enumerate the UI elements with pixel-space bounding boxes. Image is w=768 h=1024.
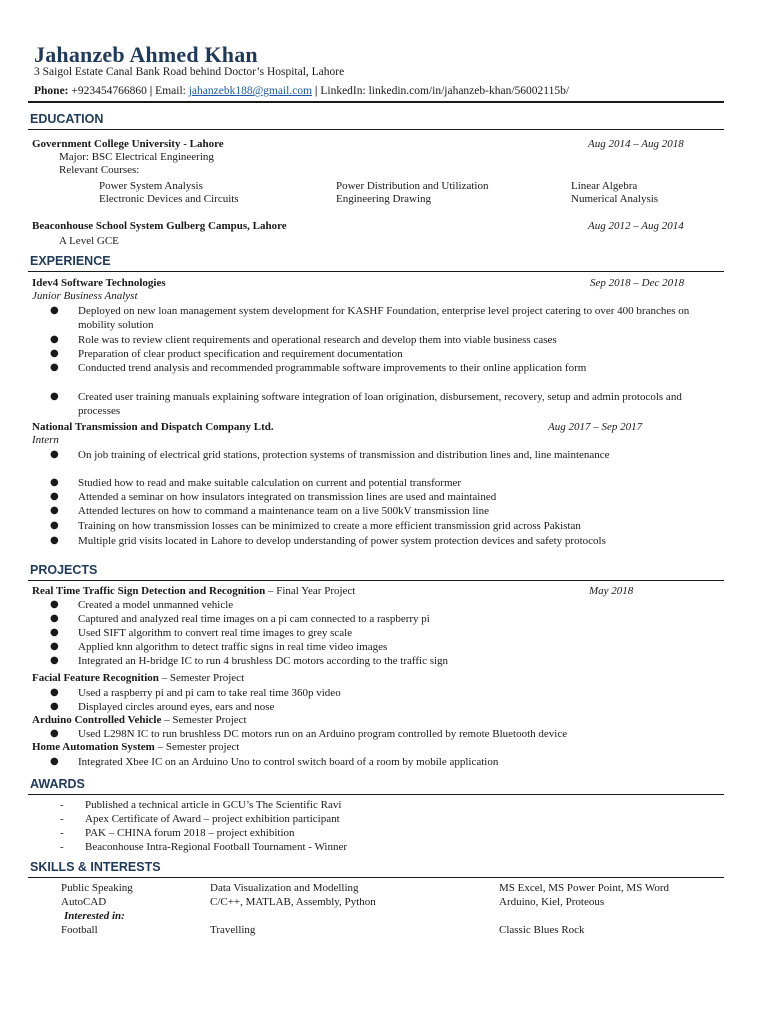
job-bullet: Role was to review client requirements and operational research and develop them into viable business cases [78,334,557,346]
job-date: Aug 2017 – Sep 2017 [548,421,643,433]
job-date: Sep 2018 – Dec 2018 [590,277,685,289]
job-bullet: On job training of electrical grid stations, protection systems of transmission and distribution lines and, line maintenance [78,449,610,461]
project-bullet: Used SIFT algorithm to convert real time images to grey scale [78,627,353,639]
course-item: Engineering Drawing [336,193,431,205]
section-title-education: EDUCATION [30,112,104,126]
bullet-icon: ● [50,613,59,624]
bullet-icon: ● [50,449,59,460]
award-item: Beaconhouse Intra-Regional Football Tournament - Winner [85,841,348,853]
dash-marker: - [60,827,64,839]
project-date: May 2018 [589,585,634,597]
bullet-icon: ● [50,627,59,638]
bullet-icon: ● [50,599,59,610]
project-name: Arduino Controlled Vehicle [32,714,162,726]
bullet-icon: ● [50,477,59,488]
company-name: National Transmission and Dispatch Company Ltd. [32,421,274,433]
separator: | [314,85,318,97]
company-name: Idev4 Software Technologies [32,277,166,289]
section-divider [28,580,724,581]
section-title-projects: PROJECTS [30,563,98,577]
bullet-icon: ● [50,655,59,666]
bullet-icon: ● [50,520,59,531]
bullet-icon: ● [50,701,59,712]
course-item: Numerical Analysis [571,193,659,205]
course-item: Power System Analysis [99,180,203,192]
dash-marker: - [60,813,64,825]
contact-line [34,85,569,97]
bullet-icon: ● [50,491,59,502]
skill-item: C/C++, MATLAB, Assembly, Python [210,896,376,908]
job-bullet: Conducted trend analysis and recommended programmable software improvements to their online application form [78,362,587,374]
section-divider [28,794,724,795]
bullet-icon: ● [50,687,59,698]
award-item: Published a technical article in GCU’s The Scientific Ravi [85,799,342,811]
bullet-icon: ● [50,505,59,516]
project-heading [32,672,244,685]
job-bullet: Studied how to read and make suitable calculation on current and potential transformer [78,477,462,489]
interest-item: Travelling [210,924,256,936]
major: Major: BSC Electrical Engineering [59,151,214,163]
project-bullet: Used L298N IC to run brushless DC motors run on an Arduino program controlled by remote Bluetooth device [78,728,568,740]
section-title-awards: AWARDS [30,777,85,791]
address: 3 Saigol Estate Canal Bank Road behind Doctor’s Hospital, Lahore [34,66,345,78]
section-divider [28,129,724,130]
course-item: Electronic Devices and Circuits [99,193,239,205]
candidate-name: Jahanzeb Ahmed Khan [34,42,258,67]
project-bullet: Integrated an H-bridge IC to run 4 brushless DC motors according to the traffic sign [78,655,449,667]
project-bullet: Captured and analyzed real time images on a pi cam connected to a raspberry pi [78,613,430,625]
project-bullet: Displayed circles around eyes, ears and nose [78,701,275,713]
education-date: Aug 2014 – Aug 2018 [588,138,684,150]
phone-label: Phone: [34,85,69,97]
bullet-icon: ● [50,334,59,345]
school-name: Government College University - Lahore [32,138,224,150]
bullet-icon: ● [50,756,59,767]
job-bullet: Created user training manuals explaining software integration of loan origination, disbursement, recovery, setup and admin protocols and processes [78,391,682,417]
project-name: Facial Feature Recognition [32,672,159,684]
section-title-experience: EXPERIENCE [30,254,111,268]
project-heading [32,741,239,754]
skill-item: Data Visualization and Modelling [210,882,359,894]
email-link[interactable]: jahanzebk188@gmail.com [188,85,313,97]
skill-item: MS Excel, MS Power Point, MS Word [499,882,670,894]
email-label: Email: [155,85,186,97]
project-type: – Semester Project [161,714,247,726]
bullet-icon: ● [50,728,59,739]
job-bullet: Training on how transmission losses can be minimized to create a more efficient transmission grid across Pakistan [78,520,581,532]
award-item: Apex Certificate of Award – project exhibition participant [85,813,340,825]
interest-item: Football [61,924,98,936]
project-bullet: Created a model unmanned vehicle [78,599,234,611]
course-item: Power Distribution and Utilization [336,180,489,192]
project-heading [32,714,247,727]
section-title-skills: SKILLS & INTERESTS [30,860,161,874]
education-date: Aug 2012 – Aug 2014 [588,220,684,232]
job-bullet: Attended a seminar on how insulators integrated on transmission lines are used and maintained [78,491,497,503]
project-type: – Final Year Project [265,585,356,597]
award-item: PAK – CHINA forum 2018 – project exhibition [85,827,295,839]
project-bullet: Integrated Xbee IC on an Arduino Uno to control switch board of a room by mobile application [78,756,499,768]
interest-item: Classic Blues Rock [499,924,585,936]
skill-item: AutoCAD [61,896,107,908]
linkedin-url: linkedin.com/in/jahanzeb-khan/56002115b/ [368,85,570,97]
bullet-icon: ● [50,535,59,546]
project-bullet: Used a raspberry pi and pi cam to take real time 360p video [78,687,341,699]
school-name: Beaconhouse School System Gulberg Campus, Lahore [32,220,287,232]
course-item: Linear Algebra [571,180,638,192]
courses-label: Relevant Courses: [59,164,140,176]
skill-item: Public Speaking [61,882,133,894]
job-bullet: Multiple grid visits located in Lahore to develop understanding of power system protection devices and safety protocols [78,535,606,547]
section-divider [28,877,724,878]
project-name: Real Time Traffic Sign Detection and Recognition [32,585,266,597]
job-bullet: Deployed on new loan management system development for KASHF Foundation, enterprise level project catering to over 400 branches on mobility solution [78,305,690,331]
degree: A Level GCE [59,235,119,247]
bullet-icon: ● [50,348,59,359]
project-type: – Semester Project [158,672,245,684]
skill-item: Arduino, Kiel, Proteous [499,896,605,908]
section-divider [28,271,724,272]
bullet-icon: ● [50,362,59,373]
job-bullet: Preparation of clear product specification and requirement documentation [78,348,403,360]
job-bullet: Attended lectures on how to command a maintenance team on a live 500kV transmission line [78,505,489,517]
dash-marker: - [60,799,64,811]
project-bullet: Applied knn algorithm to detect traffic signs in real time video images [78,641,388,653]
project-heading [32,585,355,598]
interests-label: Interested in: [64,910,125,922]
separator: | [149,85,153,97]
bullet-icon: ● [50,391,59,402]
project-name: Home Automation System [32,741,155,753]
header-divider [28,101,724,103]
dash-marker: - [60,841,64,853]
bullet-icon: ● [50,641,59,652]
job-role: Junior Business Analyst [32,290,138,302]
phone-number: +923454766860 [71,85,147,97]
project-type: – Semester project [154,741,240,753]
bullet-icon: ● [50,305,59,316]
linkedin-label: LinkedIn: [320,85,366,97]
job-role: Intern [32,434,59,446]
